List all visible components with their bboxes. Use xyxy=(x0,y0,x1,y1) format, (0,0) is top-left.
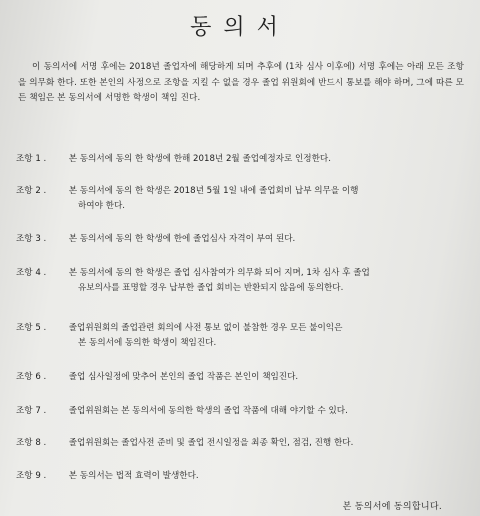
clause-1 xyxy=(16,152,460,167)
clause-label: 조항 3 . xyxy=(16,234,47,244)
clause-3 xyxy=(16,232,460,247)
clause-label: 조항 2 . xyxy=(16,186,47,196)
clause-text: 졸업위원회의 졸업관련 회의에 사전 통보 없이 불참한 경우 모든 불이익은 xyxy=(68,323,343,333)
clause-label: 조항 1 . xyxy=(16,154,47,164)
clause-text: 본 동의서는 법적 효력이 발생한다. xyxy=(68,471,199,481)
clause-label: 조항 7 . xyxy=(16,406,47,416)
clause-label: 조항 9 . xyxy=(16,471,47,481)
clause-9 xyxy=(16,469,460,484)
clause-text: 본 동의서에 동의 한 학생은 2018년 5월 1일 내에 졸업회비 납부 의무을 이행 xyxy=(68,186,359,196)
clause-continuation: 하여야 한다. xyxy=(78,201,125,211)
clause-2 xyxy=(16,184,460,214)
clause-6 xyxy=(16,370,460,385)
clause-5 xyxy=(16,321,460,351)
clause-text: 본 동의서에 동의 한 학생은 졸업 심사참여가 의무화 되어 지며, 1차 심사 후 졸업 xyxy=(68,268,370,278)
clause-continuation: 유보의사를 표명할 경우 납부한 졸업 회비는 반환되지 않음에 동의한다. xyxy=(78,283,344,293)
clause-text: 졸업위원회는 졸업사전 준비 및 졸업 전시일정을 최종 확인, 점검, 진행 한다. xyxy=(68,438,354,448)
intro-paragraph: 이 동의서에 서명 후에는 2018년 졸업자에 해당하게 되며 추후에 (1차 심사 이후에) 서명 후에는 아래 모든 조항을 의무화 한다. 또한 본인의 사정으로 조항을 지킬 수 없을 경우 졸업 위원회에 반드시 통보를 해야 하며, 그에 따른 모든 책임은 본 동의서에 서명한 학생이 책임 진다. xyxy=(18,62,464,103)
clause-label: 조항 6 . xyxy=(16,372,47,382)
clause-continuation: 본 동의서에 동의한 학생이 책임진다. xyxy=(78,338,217,348)
clause-7 xyxy=(16,404,460,419)
clause-text: 졸업위원회는 본 동의서에 동의한 학생의 졸업 작품에 대해 야기할 수 있다. xyxy=(68,406,348,416)
clause-text: 본 동의서에 동의 한 학생에 한해 2018년 2월 졸업예정자로 인정한다. xyxy=(68,154,331,164)
clause-label: 조항 4 . xyxy=(16,268,47,278)
clause-text: 졸업 심사일정에 맞추어 본인의 졸업 작품은 본인이 책임진다. xyxy=(68,372,299,382)
clause-text: 본 동의서에 동의 한 학생에 한에 졸업심사 자격이 부여 된다. xyxy=(68,234,296,244)
clause-label: 조항 5 . xyxy=(16,323,47,333)
document-title: 동의서 xyxy=(190,15,290,40)
clause-label: 조항 8 . xyxy=(16,438,47,448)
signoff-statement: 본 동의서에 동의합니다. xyxy=(342,502,442,512)
clause-8 xyxy=(16,436,460,451)
clause-4 xyxy=(16,266,460,296)
